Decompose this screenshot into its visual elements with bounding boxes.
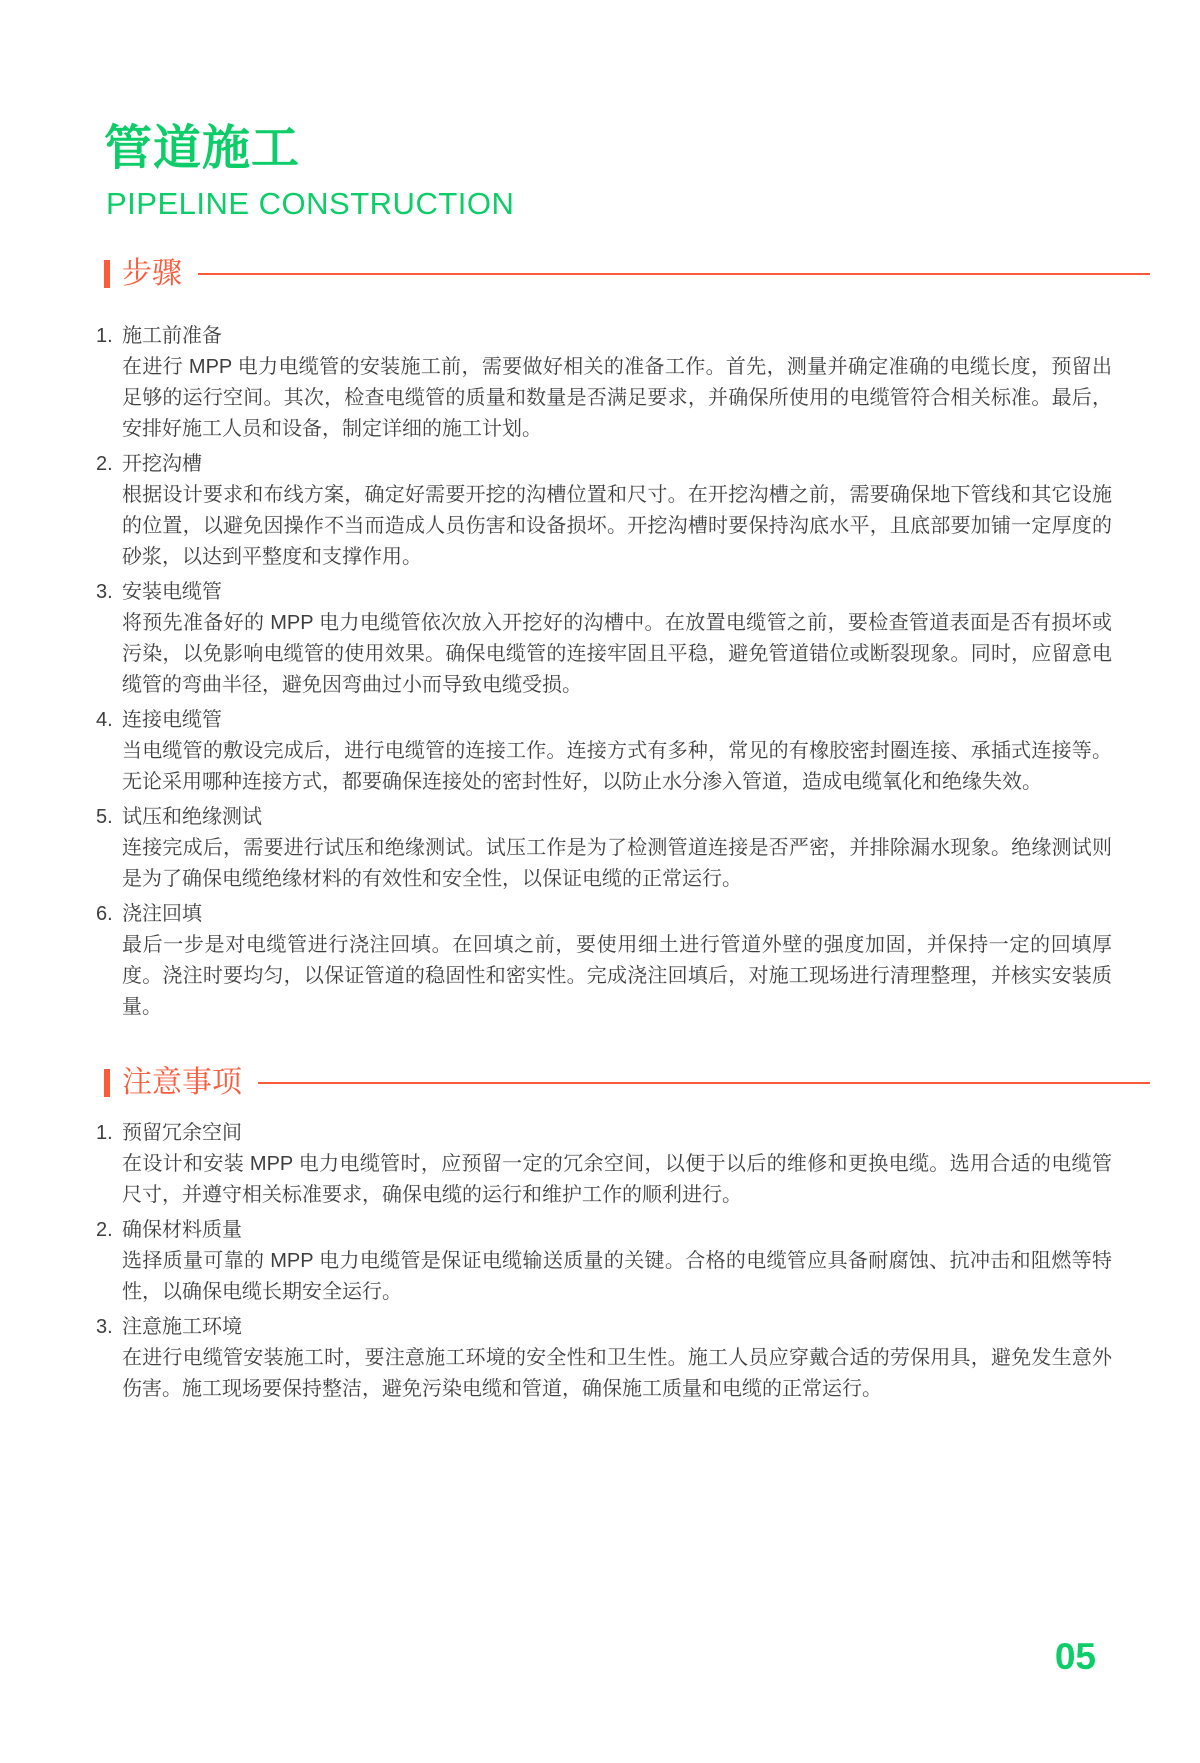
item-body: 最后一步是对电缆管进行浇注回填。在回填之前，要使用细土进行管道外壁的强度加固，并保持一定的回填厚度。浇注时要均匀，以保证管道的稳固性和密实性。完成浇注回填后，对施工现场进行清理整理，并核实安装质量。	[122, 934, 1112, 1018]
section-steps	[96, 256, 1150, 1023]
item-number: 4.	[96, 709, 113, 731]
item-title: 施工前准备	[122, 325, 222, 347]
steps-list	[96, 321, 1150, 1023]
item-title: 预留冗余空间	[122, 1122, 242, 1144]
list-item	[96, 449, 1150, 573]
item-number: 3.	[96, 1316, 113, 1338]
accent-bar	[104, 1069, 110, 1097]
list-item	[96, 1215, 1150, 1308]
item-body: 选择质量可靠的 MPP 电力电缆管是保证电缆输送质量的关键。合格的电缆管应具备耐腐蚀、抗冲击和阻燃等特性，以确保电缆长期安全运行。	[122, 1250, 1112, 1303]
item-heading	[96, 1118, 1150, 1149]
list-item	[96, 802, 1150, 895]
accent-bar	[104, 260, 110, 288]
item-heading	[96, 705, 1150, 736]
item-heading	[96, 899, 1150, 930]
item-title: 注意施工环境	[122, 1316, 242, 1338]
precautions-list	[96, 1118, 1150, 1405]
item-body: 在设计和安装 MPP 电力电缆管时，应预留一定的冗余空间，以便于以后的维修和更换电缆。选用合适的电缆管尺寸，并遵守相关标准要求，确保电缆的运行和维护工作的顺利进行。	[122, 1153, 1112, 1206]
item-number: 1.	[96, 325, 113, 347]
item-body: 当电缆管的敷设完成后，进行电缆管的连接工作。连接方式有多种，常见的有橡胶密封圈连接、承插式连接等。无论采用哪种连接方式，都要确保连接处的密封性好，以防止水分渗入管道，造成电缆氧化和绝缘失效。	[122, 740, 1112, 793]
list-item	[96, 577, 1150, 701]
item-heading	[96, 577, 1150, 608]
item-title: 连接电缆管	[122, 709, 222, 731]
item-heading	[96, 449, 1150, 480]
page-subtitle: PIPELINE CONSTRUCTION	[106, 186, 515, 221]
item-title: 安装电缆管	[122, 581, 222, 603]
section-header	[96, 256, 1150, 291]
item-number: 1.	[96, 1122, 113, 1144]
section-heading: 注意事项	[122, 1066, 242, 1099]
page-number: 05	[1054, 1636, 1096, 1677]
title-block	[104, 124, 1150, 222]
section-heading: 步骤	[122, 257, 182, 290]
list-item	[96, 1312, 1150, 1405]
list-item	[96, 899, 1150, 1023]
item-body: 将预先准备好的 MPP 电力电缆管依次放入开挖好的沟槽中。在放置电缆管之前，要检查管道表面是否有损坏或污染，以免影响电缆管的使用效果。确保电缆管的连接牢固且平稳，避免管道错位或断裂现象。同时，应留意电缆管的弯曲半径，避免因弯曲过小而导致电缆受损。	[122, 612, 1112, 696]
item-title: 确保材料质量	[122, 1219, 242, 1241]
item-number: 2.	[96, 1219, 113, 1241]
item-heading	[96, 1215, 1150, 1246]
item-body: 连接完成后，需要进行试压和绝缘测试。试压工作是为了检测管道连接是否严密，并排除漏水现象。绝缘测试则是为了确保电缆绝缘材料的有效性和安全性，以保证电缆的正常运行。	[122, 837, 1112, 890]
item-body: 在进行电缆管安装施工时，要注意施工环境的安全性和卫生性。施工人员应穿戴合适的劳保用具，避免发生意外伤害。施工现场要保持整洁，避免污染电缆和管道，确保施工质量和电缆的正常运行。	[122, 1347, 1112, 1400]
page-title: 管道施工	[104, 122, 301, 175]
item-title: 试压和绝缘测试	[122, 806, 262, 828]
section-header	[96, 1065, 1150, 1100]
item-heading	[96, 321, 1150, 352]
item-title: 开挖沟槽	[122, 453, 202, 475]
item-title: 浇注回填	[122, 903, 202, 925]
section-rule	[258, 1082, 1150, 1084]
item-number: 5.	[96, 806, 113, 828]
item-heading	[96, 1312, 1150, 1343]
item-number: 6.	[96, 903, 113, 925]
section-rule	[198, 273, 1150, 275]
item-number: 2.	[96, 453, 113, 475]
item-number: 3.	[96, 581, 113, 603]
item-body: 根据设计要求和布线方案，确定好需要开挖的沟槽位置和尺寸。在开挖沟槽之前，需要确保地下管线和其它设施的位置，以避免因操作不当而造成人员伤害和设备损坏。开挖沟槽时要保持沟底水平，且底部要加铺一定厚度的砂浆，以达到平整度和支撑作用。	[122, 484, 1112, 568]
section-precautions	[96, 1065, 1150, 1405]
item-heading	[96, 802, 1150, 833]
list-item	[96, 705, 1150, 798]
list-item	[96, 321, 1150, 445]
list-item	[96, 1118, 1150, 1211]
item-body: 在进行 MPP 电力电缆管的安装施工前，需要做好相关的准备工作。首先，测量并确定准确的电缆长度，预留出足够的运行空间。其次，检查电缆管的质量和数量是否满足要求，并确保所使用的电缆管符合相关标准。最后，安排好施工人员和设备，制定详细的施工计划。	[122, 356, 1112, 440]
